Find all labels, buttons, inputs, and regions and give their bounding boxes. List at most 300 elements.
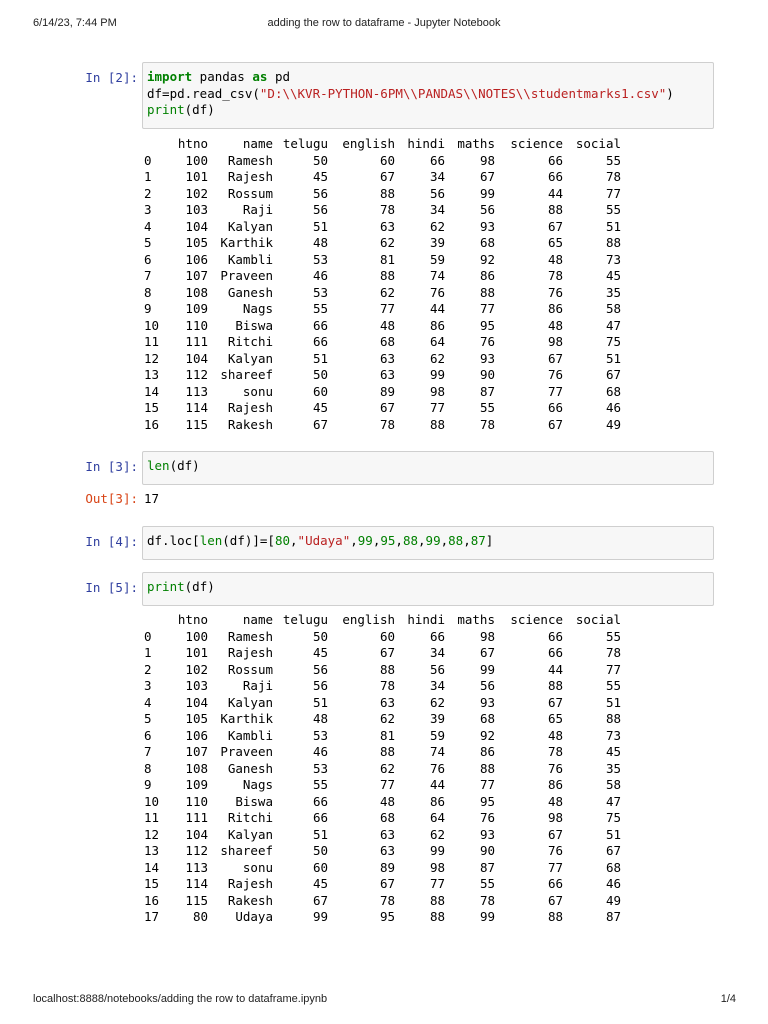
table-cell: 45	[312, 400, 328, 415]
table-cell: Raji	[242, 678, 273, 693]
row-index: 7	[144, 744, 152, 759]
table-cell: 113	[185, 859, 208, 875]
table-cell: 51	[605, 218, 621, 234]
row-index: 17	[144, 909, 160, 924]
table-cell: Rajesh	[227, 876, 273, 891]
table-cell: 48	[312, 235, 328, 250]
input-prompt: In [2]:	[85, 70, 138, 85]
table-cell: Nags	[242, 301, 273, 316]
table-cell: Rakesh	[227, 416, 273, 432]
table-cell: 111	[185, 810, 208, 825]
column-header: maths	[457, 136, 495, 151]
row-index: 15	[144, 876, 160, 891]
row-index: 3	[144, 202, 152, 217]
row-index: 4	[144, 694, 152, 710]
table-row	[144, 400, 621, 417]
table-cell: 62	[379, 711, 395, 726]
table-row	[144, 645, 621, 662]
table-cell: 55	[312, 301, 328, 316]
table-cell: 107	[185, 268, 208, 283]
table-cell: 67	[312, 416, 328, 432]
table-cell: 112	[185, 367, 208, 382]
table-cell: 67	[479, 169, 495, 184]
table-row	[144, 794, 621, 811]
table-cell: 62	[429, 350, 445, 366]
table-cell: 48	[547, 793, 563, 809]
table-cell: Kalyan	[227, 350, 273, 366]
table-cell: 67	[379, 645, 395, 660]
table-cell: 98	[429, 383, 445, 399]
dataframe-table	[144, 612, 621, 926]
table-cell: Rossum	[227, 185, 273, 201]
table-cell: Rakesh	[227, 892, 273, 908]
column-header: science	[510, 136, 563, 151]
row-index: 5	[144, 235, 152, 250]
table-row	[144, 285, 621, 302]
table-cell: 46	[312, 744, 328, 759]
table-cell: 86	[479, 268, 495, 283]
table-cell: 105	[185, 711, 208, 726]
table-cell: 34	[429, 645, 445, 660]
table-cell: 115	[185, 892, 208, 908]
table-cell: 62	[379, 235, 395, 250]
table-cell: Rossum	[227, 661, 273, 677]
table-cell: 106	[185, 727, 208, 743]
table-cell: Kambli	[227, 251, 273, 267]
table-cell: 67	[547, 694, 563, 710]
table-cell: 108	[185, 760, 208, 776]
table-cell: 78	[379, 892, 395, 908]
table-cell: 55	[605, 202, 621, 217]
row-index: 15	[144, 400, 160, 415]
table-cell: 65	[547, 235, 563, 250]
table-cell: 77	[379, 301, 395, 316]
table-cell: 92	[479, 727, 495, 743]
table-cell: 39	[429, 235, 445, 250]
row-index: 12	[144, 826, 160, 842]
table-cell: Ritchi	[227, 334, 273, 349]
table-cell: Praveen	[220, 268, 273, 283]
table-cell: 48	[547, 727, 563, 743]
table-cell: 66	[547, 628, 563, 644]
table-cell: 44	[547, 185, 563, 201]
table-row	[144, 843, 621, 860]
code-line: df=pd.read_csv("D:\\KVR-PYTHON-6PM\\PANDAS\\NOTES\\studentmarks1.csv")	[147, 85, 674, 101]
table-cell: 63	[379, 843, 395, 858]
table-cell: 66	[547, 400, 563, 415]
table-cell: 62	[379, 284, 395, 300]
table-cell: 66	[547, 876, 563, 891]
table-cell: 88	[429, 909, 445, 924]
table-cell: 55	[605, 678, 621, 693]
table-cell: 78	[547, 268, 563, 283]
table-cell: 67	[547, 218, 563, 234]
print-header	[0, 17, 768, 33]
table-row	[144, 268, 621, 285]
table-cell: 60	[312, 383, 328, 399]
table-cell: 66	[547, 645, 563, 660]
table-header-row	[144, 136, 621, 153]
table-cell: 95	[379, 909, 395, 924]
table-cell: 77	[429, 400, 445, 415]
table-cell: 103	[185, 678, 208, 693]
table-cell: 78	[605, 169, 621, 184]
table-cell: 86	[479, 744, 495, 759]
table-cell: 67	[605, 367, 621, 382]
table-cell: 39	[429, 711, 445, 726]
code-input[interactable]	[142, 526, 714, 560]
table-cell: 88	[479, 284, 495, 300]
column-header: social	[575, 136, 621, 151]
row-index: 16	[144, 416, 160, 432]
table-cell: 78	[479, 416, 495, 432]
table-cell: 98	[547, 810, 563, 825]
table-cell: 45	[605, 744, 621, 759]
table-cell: 68	[605, 859, 621, 875]
column-header: english	[342, 136, 395, 151]
table-cell: Biswa	[235, 793, 273, 809]
table-cell: 81	[379, 727, 395, 743]
table-cell: Udaya	[235, 909, 273, 924]
code-cell-5[interactable]	[80, 572, 714, 606]
table-cell: 78	[379, 678, 395, 693]
print-date: 6/14/23, 7:44 PM	[33, 17, 117, 29]
table-cell: 110	[185, 793, 208, 809]
table-cell: 86	[547, 301, 563, 316]
table-cell: 89	[379, 859, 395, 875]
table-cell: 93	[479, 350, 495, 366]
table-row	[144, 629, 621, 646]
row-index: 10	[144, 317, 160, 333]
table-cell: 62	[379, 760, 395, 776]
column-header: htno	[177, 136, 208, 151]
table-cell: 86	[429, 793, 445, 809]
table-cell: 77	[547, 859, 563, 875]
page-number: 1/4	[720, 993, 736, 1005]
table-row	[144, 893, 621, 910]
table-cell: 50	[312, 843, 328, 858]
table-row	[144, 860, 621, 877]
table-cell: Kalyan	[227, 694, 273, 710]
table-cell: 90	[479, 367, 495, 382]
row-index: 8	[144, 760, 152, 776]
column-header: hindi	[407, 136, 445, 151]
table-cell: 66	[312, 334, 328, 349]
code-line: len(df)	[147, 458, 200, 473]
table-cell: 45	[605, 268, 621, 283]
table-cell: 44	[547, 661, 563, 677]
table-cell: 95	[479, 793, 495, 809]
table-cell: 89	[379, 383, 395, 399]
table-cell: 88	[379, 744, 395, 759]
table-cell: 115	[185, 416, 208, 432]
row-index: 0	[144, 628, 152, 644]
table-row	[144, 384, 621, 401]
table-cell: 74	[429, 744, 445, 759]
table-row	[144, 777, 621, 794]
row-index: 11	[144, 334, 160, 349]
table-cell: 51	[312, 350, 328, 366]
table-cell: 48	[379, 317, 395, 333]
code-input[interactable]	[142, 451, 714, 485]
print-url: localhost:8888/notebooks/adding the row to dataframe.ipynb	[33, 993, 328, 1005]
row-index: 6	[144, 251, 152, 267]
input-prompt: In [3]:	[85, 459, 138, 474]
table-row	[144, 909, 621, 926]
table-cell: 48	[547, 317, 563, 333]
table-cell: 46	[605, 400, 621, 415]
table-cell: 93	[479, 694, 495, 710]
table-cell: Kalyan	[227, 218, 273, 234]
table-row	[144, 202, 621, 219]
table-cell: 67	[379, 400, 395, 415]
table-cell: 67	[379, 169, 395, 184]
row-index: 5	[144, 711, 152, 726]
column-header: name	[242, 612, 273, 627]
table-cell: 48	[547, 251, 563, 267]
table-cell: 59	[429, 727, 445, 743]
table-cell: Raji	[242, 202, 273, 217]
table-cell: 53	[312, 727, 328, 743]
table-cell: 53	[312, 760, 328, 776]
table-cell: 76	[479, 334, 495, 349]
table-cell: 49	[605, 892, 621, 908]
table-cell: 102	[185, 185, 208, 201]
table-cell: Ganesh	[227, 760, 273, 776]
table-cell: 50	[312, 628, 328, 644]
table-cell: 66	[312, 793, 328, 809]
print-footer	[0, 993, 768, 1009]
table-cell: 105	[185, 235, 208, 250]
table-cell: 76	[547, 843, 563, 858]
table-cell: 76	[547, 367, 563, 382]
table-cell: 58	[605, 301, 621, 316]
table-row	[144, 301, 621, 318]
code-input[interactable]	[142, 572, 714, 606]
table-cell: 106	[185, 251, 208, 267]
row-index: 11	[144, 810, 160, 825]
table-cell: 99	[429, 367, 445, 382]
output-value	[144, 491, 159, 508]
table-cell: 76	[547, 284, 563, 300]
table-cell: 87	[605, 909, 621, 924]
row-index: 7	[144, 268, 152, 283]
table-cell: 103	[185, 202, 208, 217]
table-cell: 104	[185, 826, 208, 842]
column-header	[144, 136, 168, 153]
table-cell: 88	[605, 711, 621, 726]
table-cell: 107	[185, 744, 208, 759]
table-cell: Karthik	[220, 711, 273, 726]
table-cell: 66	[547, 152, 563, 168]
table-cell: 64	[429, 810, 445, 825]
table-row	[144, 662, 621, 679]
row-index: 13	[144, 367, 160, 382]
table-row	[144, 417, 621, 434]
table-cell: 88	[379, 268, 395, 283]
table-cell: 53	[312, 251, 328, 267]
code-cell-4[interactable]	[80, 526, 714, 560]
table-cell: 77	[379, 777, 395, 792]
code-input[interactable]	[142, 62, 714, 129]
table-cell: 104	[185, 694, 208, 710]
row-index: 16	[144, 892, 160, 908]
table-cell: 60	[379, 152, 395, 168]
table-cell: 73	[605, 251, 621, 267]
table-cell: 67	[605, 843, 621, 858]
table-cell: Karthik	[220, 235, 273, 250]
table-cell: 77	[547, 383, 563, 399]
row-index: 2	[144, 661, 152, 677]
output-prompt: Out[3]:	[85, 491, 138, 506]
table-cell: 77	[429, 876, 445, 891]
table-cell: sonu	[242, 383, 273, 399]
table-cell: 60	[312, 859, 328, 875]
row-index: 2	[144, 185, 152, 201]
table-cell: 46	[312, 268, 328, 283]
table-cell: 78	[605, 645, 621, 660]
code-cell-2[interactable]	[80, 62, 714, 132]
table-cell: 51	[312, 694, 328, 710]
table-cell: 87	[479, 859, 495, 875]
table-cell: 51	[312, 826, 328, 842]
table-cell: 68	[605, 383, 621, 399]
table-cell: 88	[479, 760, 495, 776]
table-cell: 78	[479, 892, 495, 908]
table-cell: 76	[479, 810, 495, 825]
code-line: import pandas as pd	[147, 69, 291, 84]
row-index: 0	[144, 152, 152, 168]
table-row	[144, 219, 621, 236]
table-cell: 62	[429, 694, 445, 710]
table-cell: 99	[312, 909, 328, 924]
table-cell: 101	[185, 169, 208, 184]
table-row	[144, 186, 621, 203]
table-cell: 46	[605, 876, 621, 891]
table-cell: 34	[429, 202, 445, 217]
table-cell: 93	[479, 218, 495, 234]
table-cell: 63	[379, 694, 395, 710]
table-cell: 45	[312, 876, 328, 891]
table-cell: 45	[312, 645, 328, 660]
table-cell: sonu	[242, 859, 273, 875]
table-cell: 63	[379, 350, 395, 366]
input-prompt: In [5]:	[85, 580, 138, 595]
row-index: 10	[144, 793, 160, 809]
table-cell: 114	[185, 876, 208, 891]
table-cell: 86	[429, 317, 445, 333]
table-cell: 44	[429, 777, 445, 792]
table-cell: 67	[547, 416, 563, 432]
table-cell: 104	[185, 350, 208, 366]
row-index: 9	[144, 777, 152, 792]
row-index: 1	[144, 169, 152, 184]
table-row	[144, 695, 621, 712]
table-cell: 68	[379, 334, 395, 349]
table-cell: 64	[429, 334, 445, 349]
table-cell: 56	[312, 678, 328, 693]
table-cell: 81	[379, 251, 395, 267]
table-cell: 51	[312, 218, 328, 234]
row-index: 1	[144, 645, 152, 660]
table-cell: 55	[479, 876, 495, 891]
table-cell: 110	[185, 317, 208, 333]
table-cell: 51	[605, 694, 621, 710]
table-cell: 77	[479, 301, 495, 316]
table-cell: 109	[185, 777, 208, 792]
table-cell: 78	[547, 744, 563, 759]
table-cell: 48	[312, 711, 328, 726]
table-cell: Ritchi	[227, 810, 273, 825]
table-cell: 76	[547, 760, 563, 776]
table-cell: shareef	[220, 843, 273, 858]
table-cell: 65	[547, 711, 563, 726]
table-cell: 45	[312, 169, 328, 184]
table-cell: 99	[479, 909, 495, 924]
table-row	[144, 728, 621, 745]
table-cell: 50	[312, 152, 328, 168]
table-row	[144, 876, 621, 893]
table-cell: 109	[185, 301, 208, 316]
table-cell: 77	[605, 185, 621, 201]
table-cell: 56	[479, 202, 495, 217]
table-cell: 68	[379, 810, 395, 825]
table-cell: 44	[429, 301, 445, 316]
table-cell: 99	[429, 843, 445, 858]
table-cell: 101	[185, 645, 208, 660]
table-cell: 62	[429, 826, 445, 842]
table-cell: 99	[479, 185, 495, 201]
table-cell: 88	[547, 678, 563, 693]
table-cell: 62	[429, 218, 445, 234]
table-cell: 60	[379, 628, 395, 644]
table-cell: 56	[429, 661, 445, 677]
print-title: adding the row to dataframe - Jupyter Notebook	[267, 17, 501, 29]
column-header: social	[575, 612, 621, 627]
table-cell: 66	[429, 152, 445, 168]
table-cell: 59	[429, 251, 445, 267]
row-index: 13	[144, 843, 160, 858]
table-cell: 98	[479, 152, 495, 168]
column-header: htno	[177, 612, 208, 627]
table-cell: 77	[479, 777, 495, 792]
row-index: 4	[144, 218, 152, 234]
table-cell: 67	[312, 892, 328, 908]
table-cell: 34	[429, 678, 445, 693]
table-cell: 88	[379, 661, 395, 677]
dataframe-table	[144, 136, 621, 433]
table-cell: 77	[605, 661, 621, 677]
table-cell: 55	[605, 628, 621, 644]
dataframe-output-2	[144, 612, 621, 926]
table-cell: 56	[479, 678, 495, 693]
table-row	[144, 235, 621, 252]
row-index: 14	[144, 859, 160, 875]
table-cell: 51	[605, 826, 621, 842]
table-cell: Ganesh	[227, 284, 273, 300]
dataframe-output-1	[144, 136, 621, 433]
table-cell: 90	[479, 843, 495, 858]
table-cell: Praveen	[220, 744, 273, 759]
table-cell: 108	[185, 284, 208, 300]
table-cell: 114	[185, 400, 208, 415]
table-cell: 56	[312, 185, 328, 201]
table-cell: 56	[312, 202, 328, 217]
table-cell: 98	[479, 628, 495, 644]
table-row	[144, 711, 621, 728]
code-cell-3[interactable]	[80, 451, 714, 485]
table-cell: 88	[547, 909, 563, 924]
